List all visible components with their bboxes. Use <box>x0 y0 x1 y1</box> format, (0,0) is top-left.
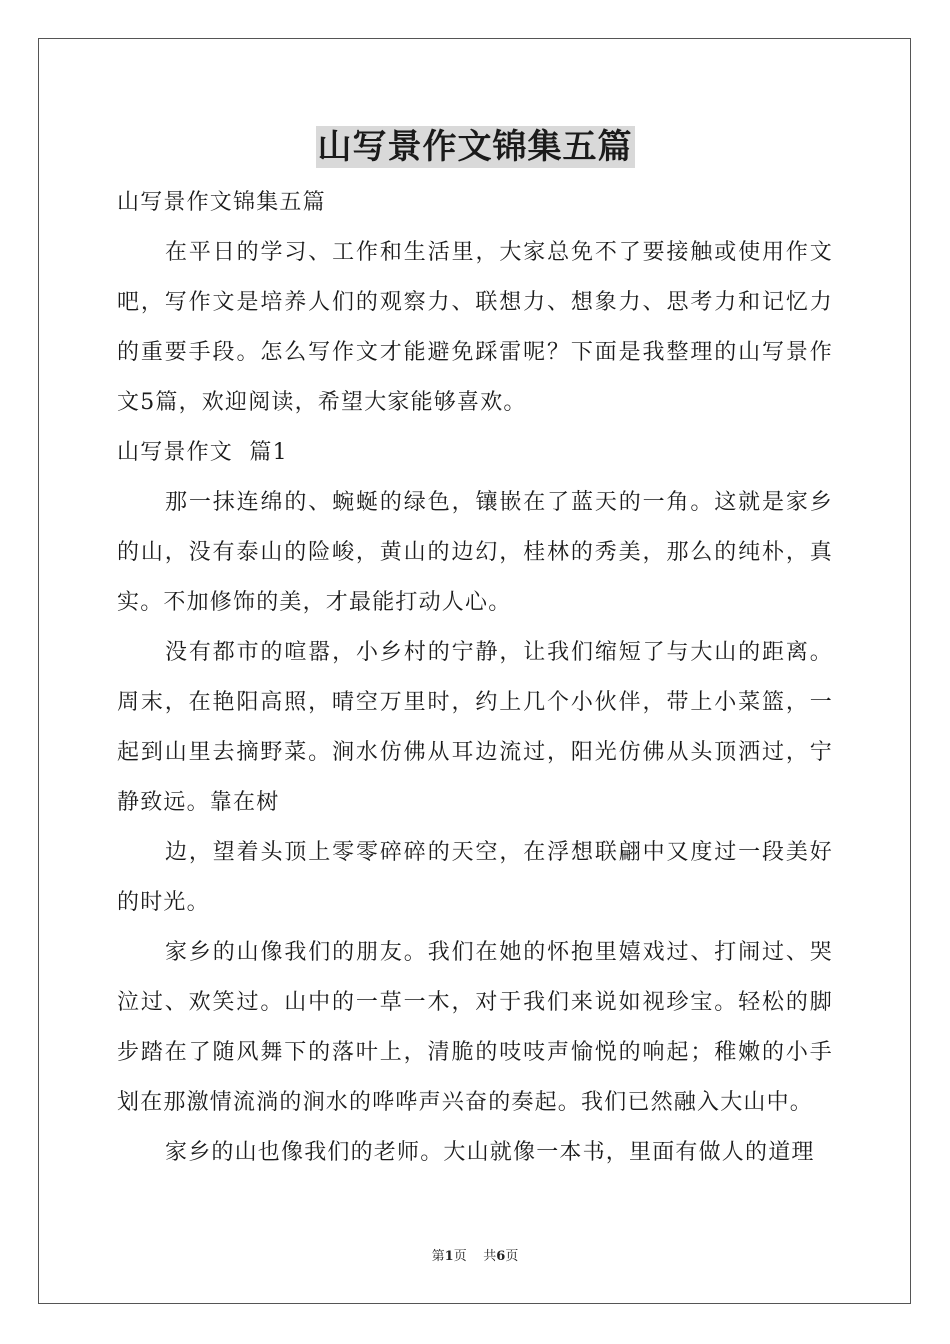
footer-total-suffix: 页 <box>505 1249 519 1264</box>
footer-prefix: 第 <box>431 1249 445 1264</box>
body-paragraph-3: 边，望着头顶上零零碎碎的天空，在浮想联翩中又度过一段美好的时光。 <box>117 840 833 915</box>
document-body <box>117 178 833 1178</box>
body-paragraph-5: 家乡的山也像我们的老师。大山就像一本书，里面有做人的道理 <box>165 1140 815 1165</box>
body-paragraph-4: 家乡的山像我们的朋友。我们在她的怀抱里嬉戏过、打闹过、哭泣过、欢笑过。山中的一草一木，对于我们来说如视珍宝。轻松的脚步踏在了随风舞下的落叶上，清脆的吱吱声愉悦的响起；稚嫩的小手划在那激情流淌的涧水的哗哗声兴奋的奏起。我们已然融入大山中。 <box>117 940 833 1115</box>
page-footer <box>0 1248 950 1266</box>
document-subtitle: 山写景作文锦集五篇 <box>117 190 326 215</box>
document-title: 山写景作文锦集五篇 <box>317 127 633 167</box>
body-paragraph-2: 没有都市的喧嚣，小乡村的宁静，让我们缩短了与大山的距离。周末，在艳阳高照，晴空万里时，约上几个小伙伴，带上小菜篮，一起到山里去摘野菜。涧水仿佛从耳边流过，阳光仿佛从头顶洒过，宁静致远。靠在树 <box>117 640 833 815</box>
section-heading: 山写景作文 篇1 <box>117 440 288 465</box>
footer-page-label: 页 <box>453 1249 467 1264</box>
title-area <box>0 126 950 168</box>
intro-paragraph: 在平日的学习、工作和生活里，大家总免不了要接触或使用作文吧，写作文是培养人们的观察力、联想力、想象力、思考力和记忆力的重要手段。怎么写作文才能避免踩雷呢？下面是我整理的山写景作文5篇，欢迎阅读，希望大家能够喜欢。 <box>117 240 833 415</box>
footer-total-pages: 6 <box>496 1249 506 1264</box>
body-paragraph-1: 那一抹连绵的、蜿蜒的绿色，镶嵌在了蓝天的一角。这就是家乡的山，没有泰山的险峻，黄山的边幻，桂林的秀美，那么的纯朴，真实。不加修饰的美，才最能打动人心。 <box>117 490 833 615</box>
footer-total-prefix: 共 <box>483 1249 497 1264</box>
footer-current-page: 1 <box>444 1249 454 1264</box>
